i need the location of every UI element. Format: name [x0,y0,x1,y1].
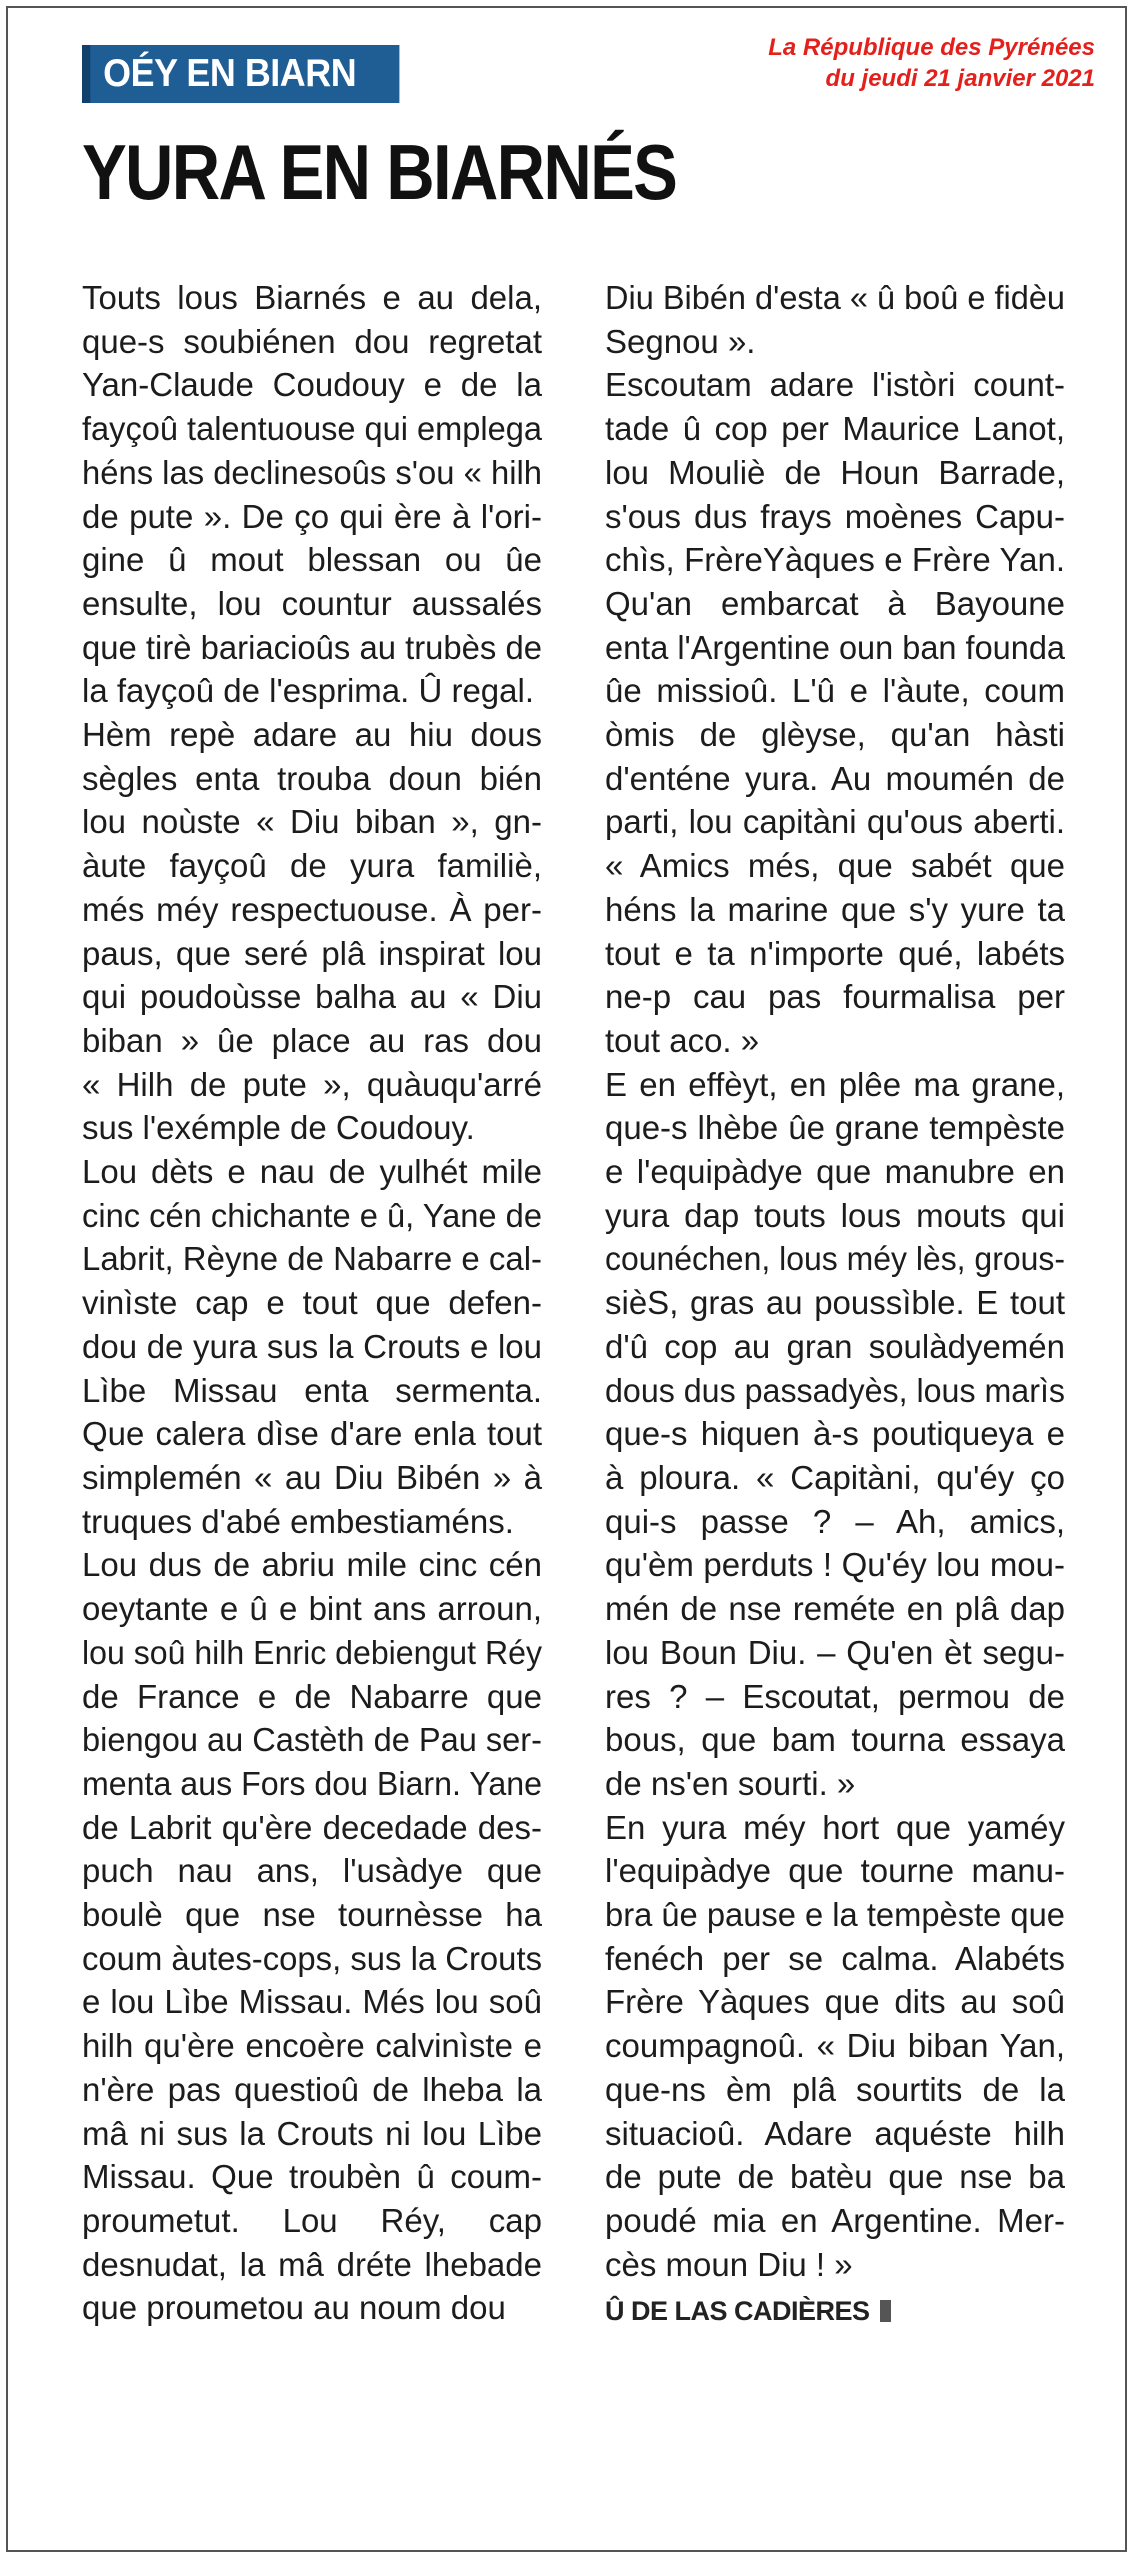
article-line: biban » ûe place au ras dou [82,1021,542,1059]
article-line: proumetut. Lou Réy, cap [82,2201,542,2239]
article-line: que-ns èm plâ sourtits de la [605,2070,1065,2108]
article-line: més méy respectuouse. À per- [82,890,542,928]
article-line: lou Mouliè de Houn Barrade, [605,453,1065,491]
article-line: héns las declinesoûs s'ou « hilh [82,453,542,491]
article-line: s'ous dus frays moènes Capu- [605,497,1065,535]
article-title: YURA EN BIARNÉS [82,128,677,216]
article-line: E en effèyt, en plêe ma grane, [605,1065,1065,1103]
article-line: coumpagnoû. « Diu biban Yan, [605,2027,1065,2065]
article-line: Diu Bibén d'esta « û boû e fidèu [605,279,1065,316]
article-line: oeytante e û e bint ans arroun, [82,1590,542,1628]
article-line: Yan-Claude Coudouy e de la [82,366,542,404]
article-line: de pute ». De ço qui ère à l'ori- [82,497,542,535]
article-line: l'equipàdye que tourne manu- [605,1852,1065,1890]
article-line: fenéch per se calma. Alabéts [605,1939,1065,1977]
article-line: coum àutes-cops, sus la Crouts [82,1939,542,1977]
article-line: Missau. Que troubèn û coum- [82,2158,542,2196]
article-line: n'ère pas questioû de lheba la [82,2070,542,2108]
article-line: Que calera dìse d'are enla tout [82,1415,542,1453]
article-line: Frère Yàques que dits au soû [605,1983,1065,2021]
article-line: que-s soubiénen dou regretat [82,322,542,360]
article-line: Segnou ». [605,322,756,360]
article-line: Qu'an embarcat à Bayoune [605,584,1065,622]
article-line: paus, que seré plâ inspirat lou [82,934,542,972]
article-line: lou noùste « Diu biban », gn- [82,803,542,841]
article-line: lou Boun Diu. – Qu'en èt segu- [605,1633,1065,1671]
article-line: fayçoû talentuouse qui emplega [82,410,542,448]
article-line: boulè que nse tournèsse ha [82,1896,542,1934]
article-column-left [82,276,542,2330]
article-line: Lou dèts e nau de yulhét mile [82,1153,542,1191]
article-line: Hèm repè adare au hiu dous [82,716,542,754]
article-line: sus l'exémple de Coudouy. [82,1109,475,1147]
article-column-right [605,276,1065,2334]
article-line: Touts lous Biarnés e au dela, [82,279,542,316]
article-line: héns la marine que s'y yure ta [605,890,1065,928]
article-line: que tirè bariacioûs au trubès de [82,628,542,666]
article-line: sièS, gras au poussìble. E tout [605,1284,1065,1322]
article-line: lou soû hilh Enric debiengut Réy [82,1633,542,1671]
article-line: tade û cop per Maurice Lanot, [605,410,1065,448]
source-publication: La République des Pyrénées [768,34,1095,61]
article-line: « Hilh de pute », quàuqu'arré [82,1065,542,1103]
article-line: truques d'abé embestiaméns. [82,1502,514,1540]
article-line: res ? – Escoutat, permou de [605,1677,1065,1715]
article-line: que-s hiquen à-s poutiqueya e [605,1415,1065,1453]
article-line: tout aco. » [605,1021,760,1059]
article-line: yura dap touts lous mouts qui [605,1196,1065,1234]
article-line: bous, que bam tourna essaya [605,1721,1065,1759]
article-line: àute fayçoû de yura familiè, [82,847,542,885]
article-line: counéchen, lous méy lès, grous- [605,1240,1065,1278]
article-line: mén de nse reméte en plâ dap [605,1590,1065,1628]
article-line: bra ûe pause e la tempèste que [605,1896,1065,1934]
article-line: menta aus Fors dou Biarn. Yane [82,1764,542,1802]
article-line: puch nau ans, l'usàdye que [82,1852,542,1890]
article-line: Escoutam adare l'istòri count- [605,366,1065,404]
article-line: la fayçoû de l'esprima. Û regal. [82,672,535,710]
article-line: e l'equipàdye que manubre en [605,1153,1065,1191]
source-date: du jeudi 21 janvier 2021 [825,65,1095,92]
article-line: sègles enta trouba doun bién [82,759,542,797]
article-line: En yura méy hort que yaméy [605,1808,1065,1846]
author-signature-text: Û DE LAS CADIÈRES [605,2296,870,2327]
article-line: poudé mia en Argentine. Mer- [605,2201,1065,2239]
article-line: à ploura. « Capitàni, qu'éy ço [605,1458,1065,1496]
article-line: dou de yura sus la Crouts e lou [82,1327,542,1365]
section-rubric: OÉY EN BIARN [82,45,399,103]
article-line: vinìste cap e tout que defen- [82,1284,542,1322]
author-signature [605,2290,1065,2334]
article-line: d'û cop au gran soulàdyemén [605,1327,1065,1365]
article-line: desnudat, la mâ dréte lhebade [82,2245,542,2283]
article-line: Labrit, Rèyne de Nabarre e cal- [82,1240,542,1278]
article-line: chìs, FrèreYàques e Frère Yan. [605,541,1065,579]
article-line: situacioû. Adare aquéste hilh [605,2114,1065,2152]
article-line: simplemén « au Diu Bibén » à [82,1458,542,1496]
article-line: de ns'en sourti. » [605,1764,856,1802]
newspaper-clipping [6,6,1127,2552]
article-line: cès moun Diu ! » [605,2245,853,2283]
article-line: de pute de batèu que nse ba [605,2158,1065,2196]
end-of-article-mark [880,2300,891,2322]
article-line: cinc cén chichante e û, Yane de [82,1196,542,1234]
article-line: d'enténe yura. Au moumén de [605,759,1065,797]
article-line: gine û mout blessan ou ûe [82,541,542,579]
article-line: ne-p cau pas fourmalisa per [605,978,1065,1016]
article-line: òmis de glèyse, qu'an hàsti [605,716,1065,754]
article-line: ûe missioû. L'û e l'àute, coum [605,672,1065,710]
article-line: mâ ni sus la Crouts ni lou Lìbe [82,2114,542,2152]
source-credit [768,32,1095,94]
article-line: Lou dus de abriu mile cinc cén [82,1546,542,1584]
article-line: ensulte, lou countur aussalés [82,584,542,622]
article-line: dous dus passadyès, lous marìs [605,1371,1065,1409]
article-line: qu'èm perduts ! Qu'éy lou mou- [605,1546,1065,1584]
article-line: de France e de Nabarre que [82,1677,542,1715]
article-line: tout e ta n'importe qué, labéts [605,934,1065,972]
article-line: qui-s passe ? – Ah, amics, [605,1502,1065,1540]
article-line: enta l'Argentine oun ban founda [605,628,1065,666]
article-line: Lìbe Missau enta sermenta. [82,1371,542,1409]
article-line: parti, lou capitàni qu'ous aberti. [605,803,1065,841]
article-line: de Labrit qu'ère decedade des- [82,1808,542,1846]
article-line: biengou au Castèth de Pau ser- [82,1721,542,1759]
article-line: qui poudoùsse balha au « Diu [82,978,542,1016]
article-line: « Amics més, que sabét que [605,847,1065,885]
article-line: hilh qu'ère encoère calvinìste e [82,2027,542,2065]
article-line: que-s lhèbe ûe grane tempèste [605,1109,1065,1147]
article-line: que proumetou au noum dou [82,2289,506,2327]
article-line: e lou Lìbe Missau. Més lou soû [82,1983,542,2021]
